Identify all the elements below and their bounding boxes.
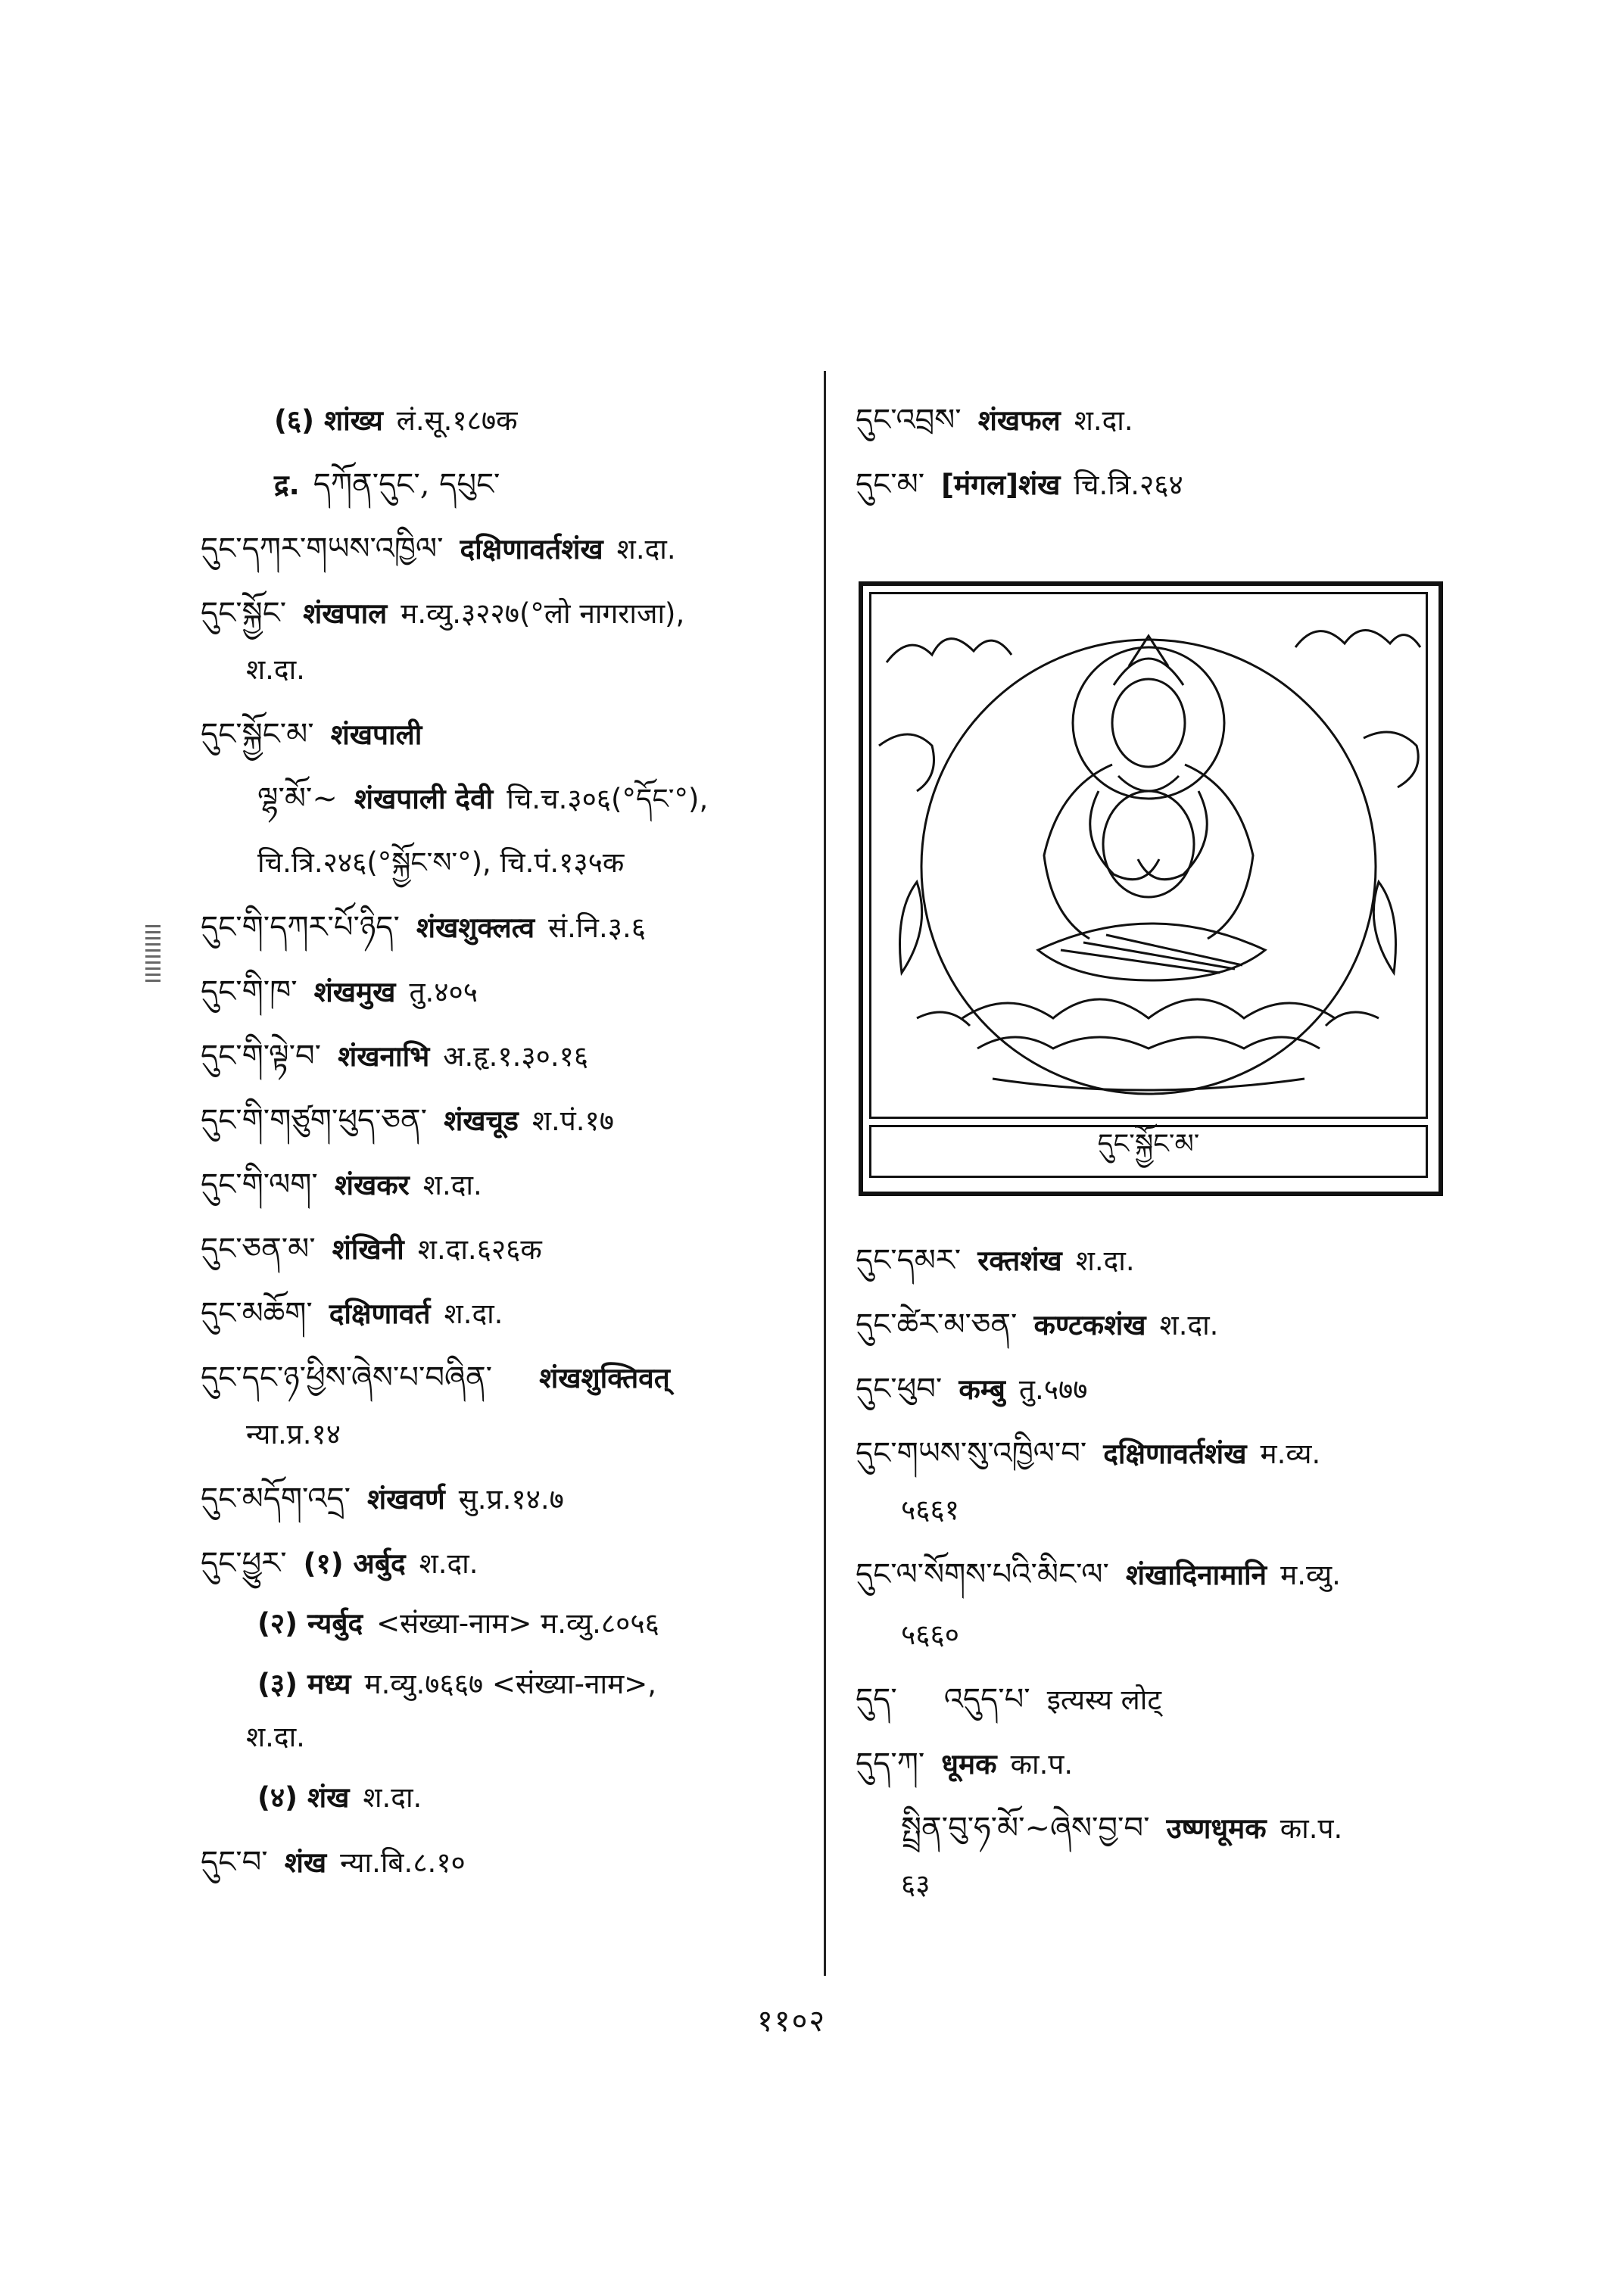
tibetan-term: དུང་མཆོག་: [201, 1296, 313, 1331]
entry-l10: [201, 973, 478, 1011]
source-reference: श.दा.: [616, 533, 676, 565]
sanskrit-equivalent: शंखफल: [977, 404, 1061, 437]
sanskrit-equivalent: शंखशुक्लत्व: [416, 911, 535, 944]
source-reference: དཀོན་དུང་, དཔུང་: [313, 467, 500, 502]
sanskrit-equivalent: दक्षिणावर्तशंख: [1103, 1438, 1247, 1470]
sanskrit-equivalent: शंखादिनामानि: [1125, 1559, 1267, 1591]
sanskrit-equivalent: शंखिनी: [332, 1233, 404, 1266]
entry-l19: [201, 1544, 478, 1583]
source-reference: ५६६०: [901, 1618, 959, 1651]
figure-caption: དུང་སྐྱོང་མ་: [869, 1125, 1428, 1178]
entry-l11: [201, 1037, 588, 1076]
tibetan-term: དུང་སྐྱོང་: [201, 596, 287, 631]
entry-r8: [856, 1556, 1341, 1594]
sanskrit-equivalent: द्र.: [274, 469, 300, 501]
deity-drawing: [871, 594, 1426, 1117]
tibetan-term: དུང་དཀར་གཡས་འཁྱིལ་: [201, 531, 444, 566]
source-reference: तु.५७७: [1018, 1373, 1088, 1406]
tibetan-term: དུང་གི་ཁ་: [201, 974, 298, 1009]
entry-l24: [201, 1843, 466, 1882]
entry-l15: [201, 1294, 503, 1333]
entry-r3: [856, 1242, 1135, 1280]
tibetan-term: དུང་གི་ལག་: [201, 1167, 318, 1202]
tibetan-term: དུང་མདོག་འདྲ་: [201, 1481, 351, 1516]
page-number: ११०२: [757, 2004, 827, 2039]
sanskrit-equivalent: (४) शंख: [257, 1781, 350, 1814]
sanskrit-equivalent: उष्णधूमक: [1166, 1812, 1267, 1845]
source-reference: श.दा.: [1074, 404, 1133, 437]
source-reference: चि.त्रि.२४६(°སྐྱོང་ས་°), चि.पं.१३५क: [257, 846, 625, 879]
tibetan-term: དུང་གི་དཀར་པོ་ཉིད་: [201, 910, 400, 945]
source-reference: श.दा.: [1159, 1309, 1219, 1341]
entry-l17: [201, 1416, 341, 1453]
tibetan-term: དུང་དམར་: [856, 1243, 962, 1278]
sanskrit-equivalent: शंखनाभि: [338, 1040, 430, 1073]
entry-l5: [201, 651, 305, 689]
source-reference: ६३: [901, 1868, 930, 1901]
sanskrit-equivalent: शंख: [284, 1846, 327, 1879]
entry-l8: [201, 844, 624, 882]
tibetan-term: ལྷ་མོ་~: [257, 781, 338, 816]
entry-r9: [856, 1616, 959, 1654]
tibetan-term: དུང་འབྲས་: [856, 403, 962, 438]
source-reference: म.व्यु.३२२७(°लो नागराजा),: [401, 597, 685, 630]
source-reference: इत्यस्य लोट्: [1046, 1684, 1161, 1716]
source-reference: श.दा.: [1075, 1245, 1135, 1277]
source-reference: न्या.बि.८.१०: [340, 1846, 466, 1879]
source-reference: श.दा.६२६क: [417, 1233, 542, 1266]
source-reference: ५६६१: [901, 1494, 959, 1526]
entry-l12: [201, 1101, 614, 1140]
tibetan-term: དུང་མ་: [856, 467, 925, 502]
source-reference: श.पं.१७: [531, 1104, 614, 1137]
tibetan-term: སྤྲིན་བུ་ཧ་མོ་~ཞེས་བྱ་བ་: [901, 1811, 1150, 1846]
source-reference: म.व्यु.: [1280, 1559, 1341, 1591]
source-reference: तु.४०५: [409, 976, 478, 1008]
sanskrit-equivalent: (१) अर्बुद: [303, 1547, 406, 1580]
sanskrit-equivalent: दक्षिणावर्त: [329, 1298, 431, 1330]
entry-l14: [201, 1230, 542, 1269]
sanskrit-equivalent: शंखवर्ण: [367, 1483, 445, 1516]
entry-l9: [201, 908, 646, 947]
tibetan-term: དུང་དང་ཉ་ཕྱིས་ཞེས་པ་བཞིན་: [201, 1360, 493, 1395]
source-reference: श.दा.: [246, 1721, 305, 1753]
entry-r13: [856, 1866, 930, 1904]
source-reference: चि.च.३०६(°དོང་°),: [507, 783, 709, 815]
tibetan-term: དུད་: [856, 1682, 897, 1717]
sanskrit-equivalent: शंखपाली देवी: [354, 783, 494, 815]
entry-l2: [201, 466, 516, 504]
tibetan-term: དུང་ཕུབ་: [856, 1372, 943, 1407]
tibetan-term: དུང་གི་ལྟེ་བ་: [201, 1039, 322, 1073]
entry-l16: [201, 1359, 684, 1397]
tibetan-term: དུང་ཅན་མ་: [201, 1232, 316, 1266]
source-reference: श.दा.: [246, 653, 305, 686]
entry-l7: [201, 780, 708, 818]
entry-r10: [856, 1681, 1161, 1719]
source-reference: सु.प्र.१४.७: [458, 1483, 564, 1516]
entry-l1: [201, 401, 518, 440]
entry-l22: [201, 1718, 305, 1756]
source-reference: म.व्य.: [1260, 1438, 1321, 1470]
sanskrit-equivalent: शंखचूड: [444, 1104, 519, 1137]
tibetan-term: དུད་ཀ་: [856, 1746, 925, 1781]
sanskrit-equivalent: शंखशुक्तिवत्: [539, 1362, 670, 1394]
illustration-art: [869, 592, 1428, 1119]
entry-r1: [856, 401, 1133, 440]
tibetan-term: དུང་ཚེར་མ་ཅན་: [856, 1307, 1018, 1342]
tibetan-term: དུང་ལ་སོགས་པའི་མིང་ལ་: [856, 1557, 1109, 1592]
margin-marks: [145, 925, 161, 984]
source-reference: सं.नि.३.६: [548, 911, 646, 944]
sanskrit-equivalent: धूमक: [941, 1748, 997, 1781]
sanskrit-equivalent: शंखकर: [334, 1169, 410, 1201]
entry-r5: [856, 1370, 1087, 1409]
sanskrit-equivalent: [मंगल]शंख: [941, 469, 1061, 501]
source-reference: अ.हृ.१.३०.१६: [443, 1040, 589, 1073]
entry-l21: [201, 1665, 656, 1703]
tibetan-term: དུང་གཡས་སུ་འཁྱིལ་བ་: [856, 1436, 1087, 1471]
sanskrit-equivalent: कण्टकशंख: [1033, 1309, 1146, 1341]
source-reference: का.प.: [1010, 1748, 1074, 1781]
source-reference: श.दा.: [363, 1781, 422, 1814]
sanskrit-equivalent: (३) मध्य: [257, 1668, 351, 1700]
entry-l20: [201, 1605, 659, 1643]
entry-r4: [856, 1306, 1218, 1344]
entry-l4: [201, 594, 684, 633]
entry-l18: [201, 1480, 564, 1519]
entry-r6: [856, 1435, 1320, 1473]
source-reference: श.दा.: [419, 1547, 478, 1580]
sanskrit-equivalent: शंखपाल: [303, 597, 388, 630]
source-reference: श.दा.: [422, 1169, 482, 1201]
sanskrit-equivalent: शंखपाली: [330, 718, 422, 751]
entry-l23: [201, 1779, 422, 1817]
tibetan-term: དུང་ཕྱུར་: [201, 1546, 287, 1581]
source-reference: <संख्या-नाम> म.व्यु.८०५६: [376, 1607, 659, 1640]
tibetan-term: དུང་བ་: [201, 1845, 268, 1880]
source-reference: चि.त्रि.२६४: [1074, 469, 1183, 501]
sanskrit-equivalent: (२) न्यर्बुद: [257, 1607, 363, 1640]
source-reference: लं.सू.१८७क: [396, 404, 518, 437]
sanskrit-equivalent: कम्बु: [959, 1373, 1005, 1406]
entry-l6: [201, 715, 435, 754]
sanskrit-equivalent: दक्षिणावर्तशंख: [460, 533, 603, 565]
source-reference: न्या.प्र.१४: [246, 1418, 341, 1450]
tibetan-term: དུང་སྐྱོང་མ་: [201, 717, 314, 752]
tibetan-verb: འདུད་པ་: [943, 1682, 1030, 1717]
sanskrit-equivalent: शंखमुख: [313, 976, 396, 1008]
source-reference: श.दा.: [444, 1298, 503, 1330]
sanskrit-equivalent: रक्तशंख: [977, 1245, 1062, 1277]
entry-r11: [856, 1745, 1073, 1784]
entry-l13: [201, 1166, 482, 1204]
source-reference: म.व्यु.७६६७ <संख्या-नाम>,: [364, 1668, 656, 1700]
entry-r12: [856, 1809, 1342, 1848]
entry-r7: [856, 1491, 959, 1529]
deity-illustration: [859, 581, 1443, 1196]
entry-r2: [856, 466, 1183, 504]
entry-l3: [201, 530, 676, 569]
column-divider: [824, 371, 826, 1976]
source-reference: का.प.: [1280, 1812, 1343, 1845]
sanskrit-equivalent: (६) शांख्य: [274, 404, 383, 437]
tibetan-term: དུང་གི་གཙུག་ཕུད་ཅན་: [201, 1103, 428, 1138]
